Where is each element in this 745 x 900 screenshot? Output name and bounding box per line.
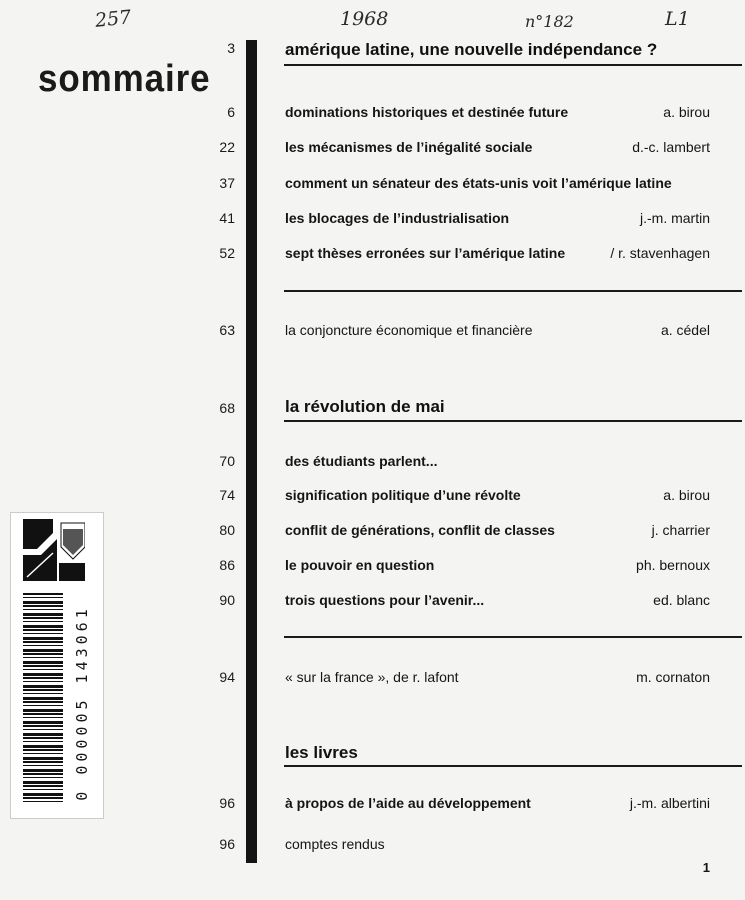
entry-title[interactable]: comptes rendus bbox=[285, 836, 385, 852]
entry-page-number: 80 bbox=[219, 522, 235, 538]
section-page-number: 3 bbox=[227, 40, 235, 56]
entry-title[interactable]: trois questions pour l’avenir... bbox=[285, 592, 485, 608]
barcode-bars bbox=[23, 593, 63, 803]
entry-title[interactable]: « sur la france », de r. lafont bbox=[285, 669, 459, 685]
entry-author: j.-m. albertini bbox=[629, 795, 710, 811]
entry-page-number: 74 bbox=[219, 487, 235, 503]
entry-author: m. cornaton bbox=[636, 669, 710, 685]
section-page-number: 68 bbox=[219, 400, 235, 416]
barcode-label bbox=[10, 512, 104, 819]
entry-author: d.-c. lambert bbox=[632, 139, 710, 155]
entry-author: a. birou bbox=[663, 487, 710, 503]
entry-title[interactable]: les mécanismes de l’inégalité sociale bbox=[285, 139, 533, 155]
entry-title[interactable]: comment un sénateur des états-unis voit l’amérique latine bbox=[285, 175, 672, 191]
entry-page-number: 41 bbox=[219, 210, 235, 226]
entry-author: ph. bernoux bbox=[636, 557, 710, 573]
entry-title[interactable]: conflit de générations, conflit de classes bbox=[285, 522, 555, 538]
handwritten-note-2: 1968 bbox=[340, 8, 389, 30]
entry-author: j. charrier bbox=[651, 522, 710, 538]
entry-author: a. cédel bbox=[660, 322, 710, 338]
entry-title[interactable]: les blocages de l’industrialisation bbox=[285, 210, 510, 226]
entry-page-number: 22 bbox=[219, 139, 235, 155]
entry-title[interactable]: la conjoncture économique et financière bbox=[285, 322, 533, 338]
section-title-revolution[interactable]: la révolution de mai bbox=[285, 397, 445, 416]
entry-page-number: 37 bbox=[219, 175, 235, 191]
entry-title[interactable]: dominations historiques et destinée future bbox=[285, 104, 569, 120]
page-title: sommaire bbox=[38, 58, 211, 100]
page-number: 1 bbox=[702, 860, 710, 875]
divider-rule bbox=[284, 290, 742, 292]
entry-page-number: 6 bbox=[227, 104, 235, 120]
entry-title[interactable]: sept thèses erronées sur l’amérique latine bbox=[285, 245, 566, 261]
entry-title[interactable]: le pouvoir en question bbox=[285, 557, 435, 573]
section-rule bbox=[284, 765, 742, 767]
entry-page-number: 86 bbox=[219, 557, 235, 573]
entry-title[interactable]: signification politique d’une révolte bbox=[285, 487, 521, 503]
entry-title[interactable]: des étudiants parlent... bbox=[285, 453, 438, 469]
barcode-number: 0 000005 143061 bbox=[73, 605, 91, 801]
entry-author: ed. blanc bbox=[653, 592, 710, 608]
entry-title[interactable]: à propos de l’aide au développement bbox=[285, 795, 531, 811]
section-title-livres[interactable]: les livres bbox=[285, 743, 358, 762]
entry-page-number: 90 bbox=[219, 592, 235, 608]
entry-page-number: 70 bbox=[219, 453, 235, 469]
section-title-amerique[interactable]: amérique latine, une nouvelle indépendance ? bbox=[285, 40, 658, 59]
entry-page-number: 94 bbox=[219, 669, 235, 685]
publisher-logo-icon bbox=[23, 519, 85, 581]
entry-page-number: 96 bbox=[219, 836, 235, 852]
handwritten-note-1: 257 bbox=[93, 6, 133, 32]
vertical-rule bbox=[246, 40, 257, 863]
section-rule bbox=[284, 420, 742, 422]
entry-page-number: 96 bbox=[219, 795, 235, 811]
divider-rule bbox=[284, 636, 742, 638]
entry-author: / r. stavenhagen bbox=[610, 245, 710, 261]
entry-page-number: 63 bbox=[219, 322, 235, 338]
entry-page-number: 52 bbox=[219, 245, 235, 261]
entry-author: a. birou bbox=[663, 104, 710, 120]
entry-author: j.-m. martin bbox=[640, 210, 710, 226]
handwritten-note-3: n°182 bbox=[525, 12, 574, 31]
section-rule bbox=[284, 64, 742, 66]
handwritten-note-4: L1 bbox=[665, 8, 690, 30]
